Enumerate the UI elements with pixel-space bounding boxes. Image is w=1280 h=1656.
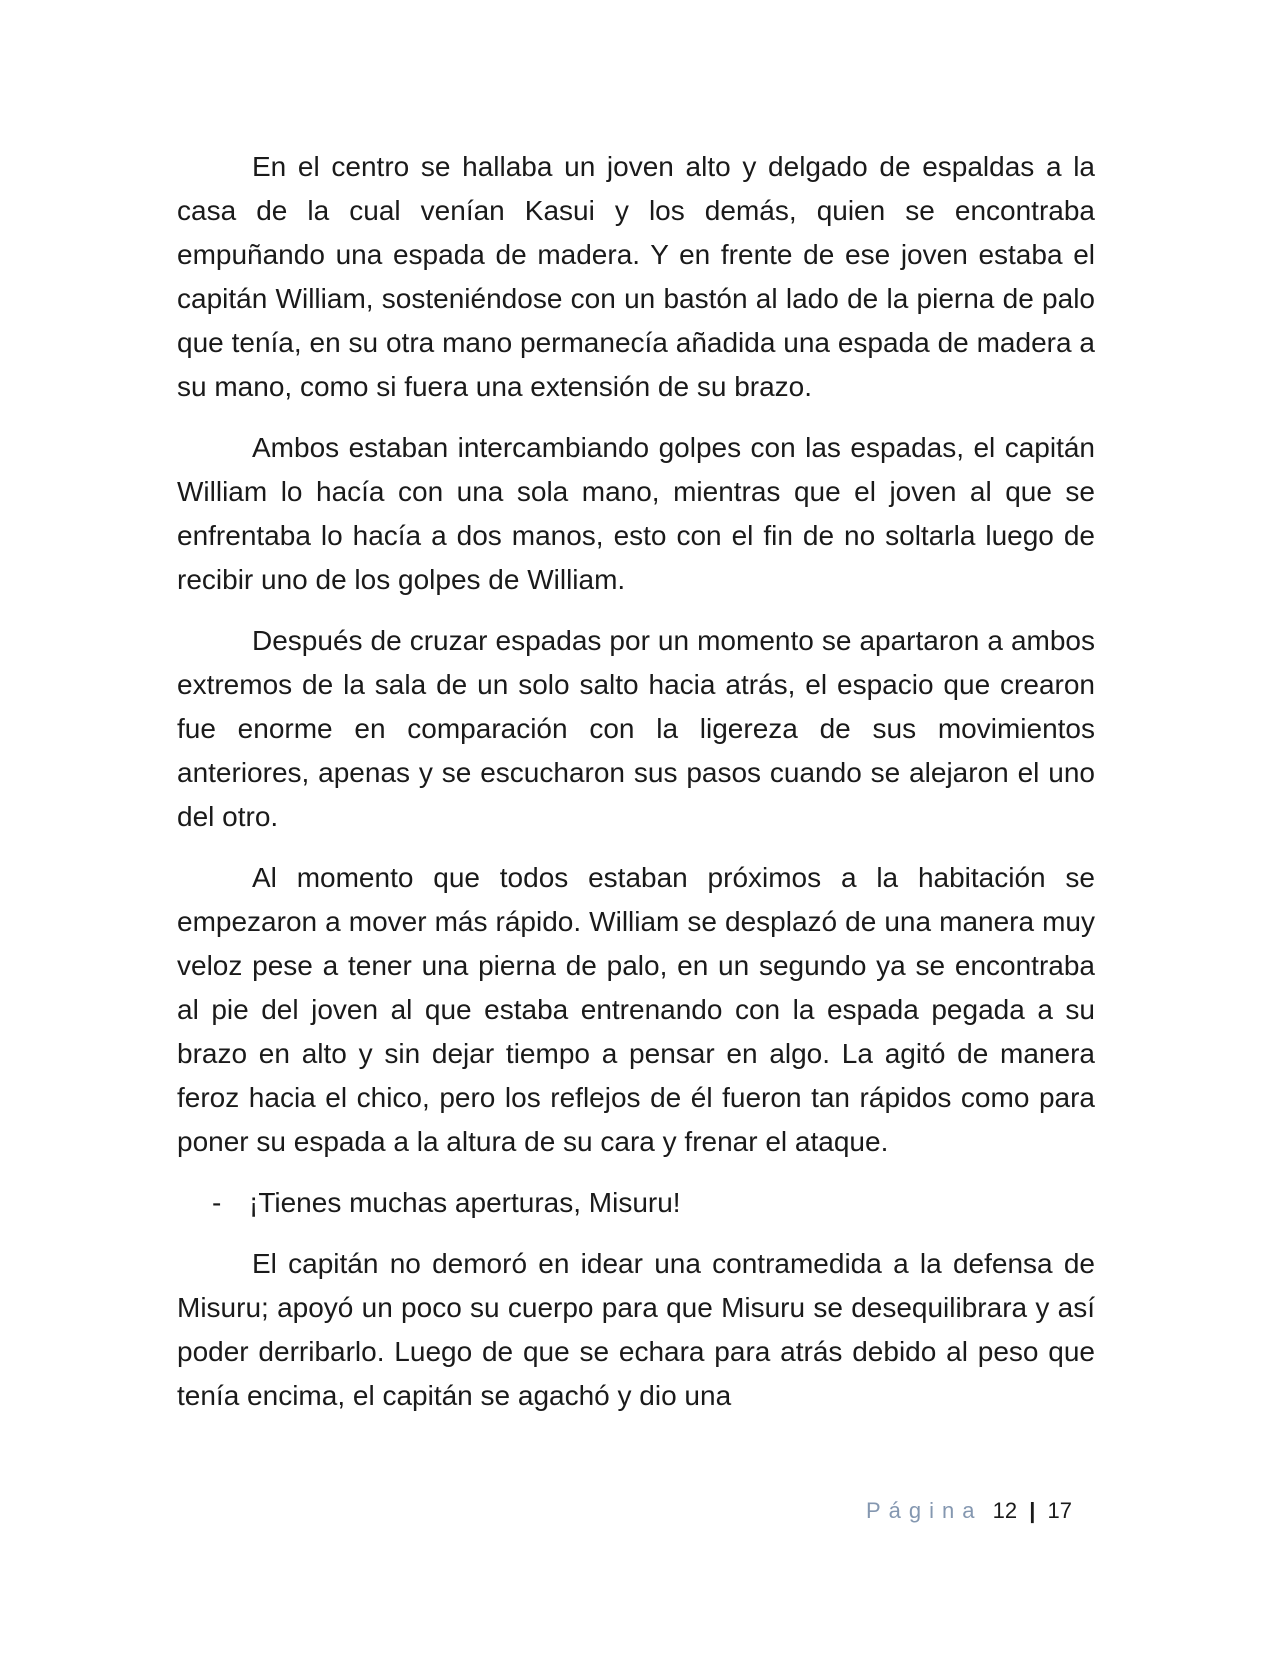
paragraph-2: Ambos estaban intercambiando golpes con las espadas, el capitán William lo hacía con una sola mano, mientras que el joven al que se enfrentaba lo hacía a dos manos, esto con el fin de no soltarla luego de recibir uno de los golpes de William. bbox=[177, 432, 1095, 595]
dialogue-dash: - bbox=[212, 1187, 222, 1218]
page-number-footer bbox=[866, 1497, 1072, 1525]
page-body bbox=[177, 145, 1095, 1435]
dialogue-line bbox=[177, 1181, 1095, 1225]
total-pages-number: 17 bbox=[1047, 1498, 1072, 1523]
dialogue-text: ¡Tienes muchas aperturas, Misuru! bbox=[249, 1187, 681, 1218]
page-label: Página bbox=[865, 1498, 983, 1523]
paragraph-4: Al momento que todos estaban próximos a la habitación se empezaron a mover más rápido. William se desplazó de una manera muy veloz pese a tener una pierna de palo, en un segundo ya se encontraba al pie del joven al que estaba entrenando con la espada pegada a su brazo en alto y sin dejar tiempo a pensar en algo. La agitó de manera feroz hacia el chico, pero los reflejos de él fueron tan rápidos como para poner su espada a la altura de su cara y frenar el ataque. bbox=[177, 862, 1095, 1157]
paragraph-5: El capitán no demoró en idear una contramedida a la defensa de Misuru; apoyó un poco su cuerpo para que Misuru se desequilibrara y así poder derribarlo. Luego de que se echara para atrás debido al peso que tenía encima, el capitán se agachó y dio una bbox=[177, 1248, 1095, 1411]
paragraph-3: Después de cruzar espadas por un momento se apartaron a ambos extremos de la sala de un solo salto hacia atrás, el espacio que crearon fue enorme en comparación con la ligereza de sus movimientos anteriores, apenas y se escucharon sus pasos cuando se alejaron el uno del otro. bbox=[177, 625, 1095, 832]
current-page-number: 12 bbox=[992, 1498, 1018, 1523]
page-separator: | bbox=[1029, 1498, 1036, 1523]
paragraph-1: En el centro se hallaba un joven alto y delgado de espaldas a la casa de la cual venían Kasui y los demás, quien se encontraba empuñando una espada de madera. Y en frente de ese joven estaba el capitán William, sosteniéndose con un bastón al lado de la pierna de palo que tenía, en su otra mano permanecía añadida una espada de madera a su mano, como si fuera una extensión de su brazo. bbox=[177, 151, 1095, 402]
